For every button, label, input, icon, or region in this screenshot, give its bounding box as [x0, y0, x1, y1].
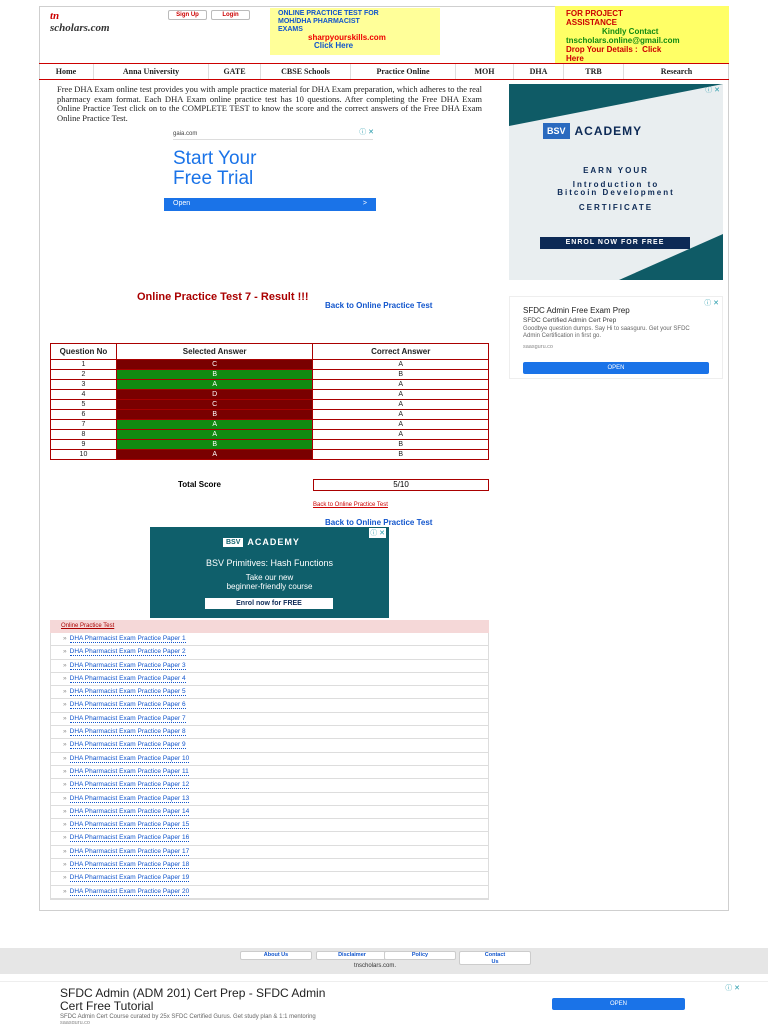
bullet-icon: »	[63, 874, 67, 882]
ad-open-button[interactable]	[164, 198, 376, 211]
promo-line: EXAMS	[278, 26, 303, 33]
selected-answer-cell: C	[116, 400, 313, 410]
ad-body: SFDC Admin Cert Course curated by 25x SFDC Certified Gurus. Get study plan & 1:1 mentoring	[60, 1014, 316, 1020]
nav-item-anna-university[interactable]: Anna University	[94, 64, 209, 79]
practice-list-item[interactable]	[51, 660, 488, 673]
practice-list-item[interactable]	[51, 846, 488, 859]
login-button[interactable]: Login	[211, 10, 250, 20]
nav-item-dha[interactable]: DHA	[514, 64, 564, 79]
back-to-practice-link-2[interactable]: Back to Online Practice Test	[325, 518, 433, 527]
ad-headline: SFDC Admin (ADM 201) Cert Prep - SFDC Admin	[60, 986, 326, 1000]
practice-list-item[interactable]	[51, 726, 488, 739]
footer-site-name: tnscholars.com.	[354, 963, 397, 969]
promo-line: ASSISTANCE	[566, 18, 617, 27]
column-header: Correct Answer	[313, 344, 489, 360]
question-number-cell: 2	[51, 370, 117, 380]
question-number-cell: 8	[51, 430, 117, 440]
practice-list-heading[interactable]: Online Practice Test	[50, 620, 489, 633]
site-logo[interactable]: tn	[50, 10, 60, 22]
bullet-icon: »	[63, 661, 67, 669]
nav-item-moh[interactable]: MOH	[456, 64, 514, 79]
practice-list-item[interactable]	[51, 766, 488, 779]
promo-email[interactable]: tnscholars.online@gmail.com	[566, 36, 680, 45]
practice-list-item[interactable]	[51, 646, 488, 659]
ad-headline: Start Your	[173, 148, 257, 169]
practice-link[interactable]: DHA Pharmacist Exam Practice Paper 16	[69, 834, 190, 842]
gaia-ad[interactable]	[164, 127, 376, 211]
result-table-body	[51, 360, 489, 460]
practice-link[interactable]: DHA Pharmacist Exam Practice Paper 12	[69, 781, 190, 789]
selected-answer-cell: A	[116, 420, 313, 430]
promo-line[interactable]: Here	[566, 54, 584, 63]
selected-answer-cell: A	[116, 430, 313, 440]
bullet-icon: »	[63, 861, 67, 869]
ad-choices-icon[interactable]: ⓘ ✕	[705, 87, 720, 94]
ad-line: BSV Primitives: Hash Functions	[205, 558, 334, 568]
practice-list-item[interactable]	[51, 832, 488, 845]
correct-answer-cell: A	[313, 420, 489, 430]
table-header-row	[51, 344, 489, 360]
promo-drop-details	[566, 45, 718, 54]
promo-click[interactable]: Click	[642, 45, 662, 54]
ad-domain: saasguru.co	[523, 344, 553, 350]
bsv-academy-center-ad[interactable]	[150, 527, 389, 618]
project-assistance-promo[interactable]	[555, 6, 729, 63]
nav-item-trb[interactable]: TRB	[564, 64, 624, 79]
bsv-logo-mark: BSV	[223, 538, 243, 547]
contact-label: Contact	[484, 952, 506, 958]
footer-disclaimer-link[interactable]: Disclaimer	[316, 951, 388, 960]
table-row	[51, 450, 489, 460]
selected-answer-cell: B	[116, 370, 313, 380]
correct-answer-cell: A	[313, 430, 489, 440]
question-number-cell: 6	[51, 410, 117, 420]
correct-answer-cell: A	[313, 360, 489, 370]
practice-list-item[interactable]	[51, 806, 488, 819]
practice-link[interactable]: DHA Pharmacist Exam Practice Paper 10	[69, 754, 190, 762]
back-to-practice-link-small[interactable]: Back to Online Practice Test	[313, 502, 388, 508]
result-table	[50, 343, 489, 460]
practice-list-item[interactable]	[51, 699, 488, 712]
practice-list-item[interactable]	[51, 819, 488, 832]
practice-link[interactable]: DHA Pharmacist Exam Practice Paper 14	[69, 807, 190, 815]
promo-line: ONLINE PRACTICE TEST FOR	[278, 10, 379, 17]
bsv-logo-mark: BSV	[543, 123, 570, 139]
practice-link[interactable]: DHA Pharmacist Exam Practice Paper 19	[69, 874, 190, 882]
bsv-logo-text: ACADEMY	[247, 537, 300, 547]
nav-item-cbse-schools[interactable]: CBSE Schools	[261, 64, 351, 79]
practice-list-item[interactable]	[51, 713, 488, 726]
question-number-cell: 5	[51, 400, 117, 410]
table-row	[51, 360, 489, 370]
ad-body: Goodbye question dumps. Say Hi to saasguru. Get your SFDC Admin Certification in first go.	[523, 326, 690, 339]
practice-list-item[interactable]	[51, 739, 488, 752]
bullet-icon: »	[63, 754, 67, 762]
back-to-practice-link[interactable]: Back to Online Practice Test	[325, 301, 433, 310]
practice-link[interactable]: DHA Pharmacist Exam Practice Paper 20	[69, 887, 190, 895]
practice-link[interactable]: DHA Pharmacist Exam Practice Paper 17	[69, 847, 190, 855]
ad-line: beginner-friendly course	[226, 582, 313, 591]
column-header: Selected Answer	[116, 344, 313, 360]
practice-link[interactable]: DHA Pharmacist Exam Practice Paper 7	[69, 714, 186, 722]
result-title: Online Practice Test 7 - Result !!!	[137, 291, 309, 303]
ad-headline: Free Trial	[173, 168, 254, 189]
ad-enrol-button[interactable]: ENROL NOW FOR FREE	[540, 237, 690, 249]
ad-line: Bitcoin Development	[557, 188, 675, 197]
ad-line: CERTIFICATE	[578, 203, 654, 212]
correct-answer-cell: A	[313, 400, 489, 410]
practice-list-item[interactable]	[51, 886, 488, 899]
ad-open-button[interactable]: OPEN	[523, 362, 709, 374]
ad-line: Introduction to	[572, 180, 660, 189]
question-number-cell: 4	[51, 390, 117, 400]
practice-link[interactable]: DHA Pharmacist Exam Practice Paper 15	[69, 821, 190, 829]
total-score-label: Total Score	[178, 480, 221, 489]
correct-answer-cell: B	[313, 370, 489, 380]
contact-label: Us	[491, 959, 499, 965]
ad-headline: Cert Free Tutorial	[60, 999, 154, 1013]
promo-line: FOR PROJECT	[566, 9, 623, 18]
selected-answer-cell: A	[116, 450, 313, 460]
ad-subtitle: SFDC Certified Admin Cert Prep	[523, 317, 617, 324]
bullet-icon: »	[63, 821, 67, 829]
bullet-icon: »	[63, 807, 67, 815]
table-row	[51, 390, 489, 400]
site-logo-text[interactable]: scholars.com	[50, 22, 110, 34]
practice-list-item[interactable]	[51, 673, 488, 686]
ad-open-button[interactable]: OPEN	[552, 998, 685, 1010]
bullet-icon: »	[63, 701, 67, 709]
table-row	[51, 440, 489, 450]
bsv-logo-text: ACADEMY	[574, 124, 643, 138]
ad-enrol-button[interactable]: Enrol now for FREE	[205, 598, 333, 609]
ad-open-label: Open	[173, 200, 191, 207]
practice-list	[50, 633, 489, 900]
total-score-value: 5/10	[313, 479, 489, 491]
correct-answer-cell: B	[313, 440, 489, 450]
practice-list-item[interactable]	[51, 633, 488, 646]
nav-item-home[interactable]: Home	[39, 64, 94, 79]
correct-answer-cell: A	[313, 410, 489, 420]
practice-link[interactable]: DHA Pharmacist Exam Practice Paper 3	[69, 661, 186, 669]
correct-answer-cell: B	[313, 450, 489, 460]
promo-line: Kindly Contact	[602, 27, 659, 36]
chevron-right-icon: >	[362, 200, 367, 207]
ad-domain: gaia.com	[173, 131, 198, 137]
bullet-icon: »	[63, 847, 67, 855]
practice-list-item[interactable]	[51, 686, 488, 699]
bullet-icon: »	[63, 887, 67, 895]
bullet-icon: »	[63, 714, 67, 722]
ad-choices-icon[interactable]: ⓘ ✕	[359, 129, 374, 136]
practice-test-promo[interactable]	[270, 8, 440, 55]
ad-line: Take our new	[245, 573, 294, 582]
ad-domain: saasguru.co	[60, 1020, 90, 1024]
question-number-cell: 9	[51, 440, 117, 450]
bullet-icon: »	[63, 635, 67, 642]
bullet-icon: »	[63, 648, 67, 656]
ad-choices-icon[interactable]: ⓘ ✕	[370, 530, 385, 537]
practice-list-item[interactable]	[51, 872, 488, 885]
table-row	[51, 420, 489, 430]
practice-link[interactable]: DHA Pharmacist Exam Practice Paper 9	[69, 741, 186, 749]
question-number-cell: 3	[51, 380, 117, 390]
nav-item-gate[interactable]: GATE	[209, 64, 261, 79]
practice-link[interactable]: DHA Pharmacist Exam Practice Paper 18	[69, 861, 190, 869]
practice-list-item[interactable]	[51, 793, 488, 806]
table-row	[51, 430, 489, 440]
nav-item-practice-online[interactable]: Practice Online	[351, 64, 456, 79]
sfdc-bottom-ad[interactable]	[0, 981, 768, 1024]
sfdc-side-ad[interactable]	[509, 296, 723, 379]
practice-link[interactable]: DHA Pharmacist Exam Practice Paper 5	[69, 688, 186, 696]
bullet-icon: »	[63, 728, 67, 736]
bsv-academy-side-ad[interactable]	[509, 84, 723, 280]
selected-answer-cell: A	[116, 380, 313, 390]
correct-answer-cell: A	[313, 380, 489, 390]
practice-link[interactable]: DHA Pharmacist Exam Practice Paper 8	[69, 728, 186, 736]
question-number-cell: 1	[51, 360, 117, 370]
footer-contact-link[interactable]	[459, 951, 531, 965]
bullet-icon: »	[63, 794, 67, 802]
ad-line: EARN YOUR	[583, 166, 649, 175]
ad-choices-icon[interactable]: ⓘ ✕	[704, 300, 719, 307]
promo-line: MOH/DHA PHARMACIST	[278, 18, 360, 25]
promo-line: Drop Your Details :	[566, 45, 638, 54]
practice-list-item[interactable]	[51, 779, 488, 792]
question-number-cell: 7	[51, 420, 117, 430]
selected-answer-cell: D	[116, 390, 313, 400]
main-nav	[39, 63, 729, 80]
ad-choices-icon[interactable]: ⓘ ✕	[725, 985, 740, 992]
ad-title: SFDC Admin Free Exam Prep	[523, 306, 630, 315]
bullet-icon: »	[63, 741, 67, 749]
nav-item-research[interactable]: Research	[660, 67, 693, 76]
practice-link[interactable]: DHA Pharmacist Exam Practice Paper 11	[69, 767, 189, 775]
practice-link[interactable]: DHA Pharmacist Exam Practice Paper 1	[69, 635, 186, 642]
selected-answer-cell: C	[116, 360, 313, 370]
bsv-logo	[223, 537, 300, 547]
bullet-icon: »	[63, 767, 67, 775]
column-header: Question No	[51, 344, 117, 360]
practice-link[interactable]: DHA Pharmacist Exam Practice Paper 2	[69, 648, 186, 656]
table-row	[51, 380, 489, 390]
selected-answer-cell: B	[116, 440, 313, 450]
bullet-icon: »	[63, 781, 67, 789]
promo-link[interactable]: sharpyourskills.com	[308, 33, 386, 42]
bullet-icon: »	[63, 688, 67, 696]
table-row	[51, 400, 489, 410]
practice-link[interactable]: DHA Pharmacist Exam Practice Paper 4	[69, 674, 186, 682]
practice-link[interactable]: DHA Pharmacist Exam Practice Paper 13	[69, 794, 190, 802]
footer-policy-link[interactable]: Policy	[384, 951, 456, 960]
practice-list-item[interactable]	[51, 859, 488, 872]
practice-list-item[interactable]	[51, 753, 488, 766]
footer-about-link[interactable]: About Us	[240, 951, 312, 960]
correct-answer-cell: A	[313, 390, 489, 400]
signup-button[interactable]: Sign Up	[168, 10, 207, 20]
table-row	[51, 370, 489, 380]
selected-answer-cell: B	[116, 410, 313, 420]
intro-paragraph: Free DHA Exam online test provides you with ample practice material for DHA Exam preparation, which adheres to the real pharmacy exam format. Each DHA Exam online practice test has 10 questions. After completing the Free DHA Exam Online Practice Test click on to the COMPLETE TEST to know the score and the correct answers of the Free DHA Exam Online Practice Test.	[57, 84, 482, 123]
table-row	[51, 410, 489, 420]
practice-link[interactable]: DHA Pharmacist Exam Practice Paper 6	[69, 701, 186, 709]
promo-click-here[interactable]: Click Here	[314, 41, 354, 50]
bsv-logo	[543, 123, 642, 139]
question-number-cell: 10	[51, 450, 117, 460]
bullet-icon: »	[63, 674, 67, 682]
bullet-icon: »	[63, 834, 67, 842]
